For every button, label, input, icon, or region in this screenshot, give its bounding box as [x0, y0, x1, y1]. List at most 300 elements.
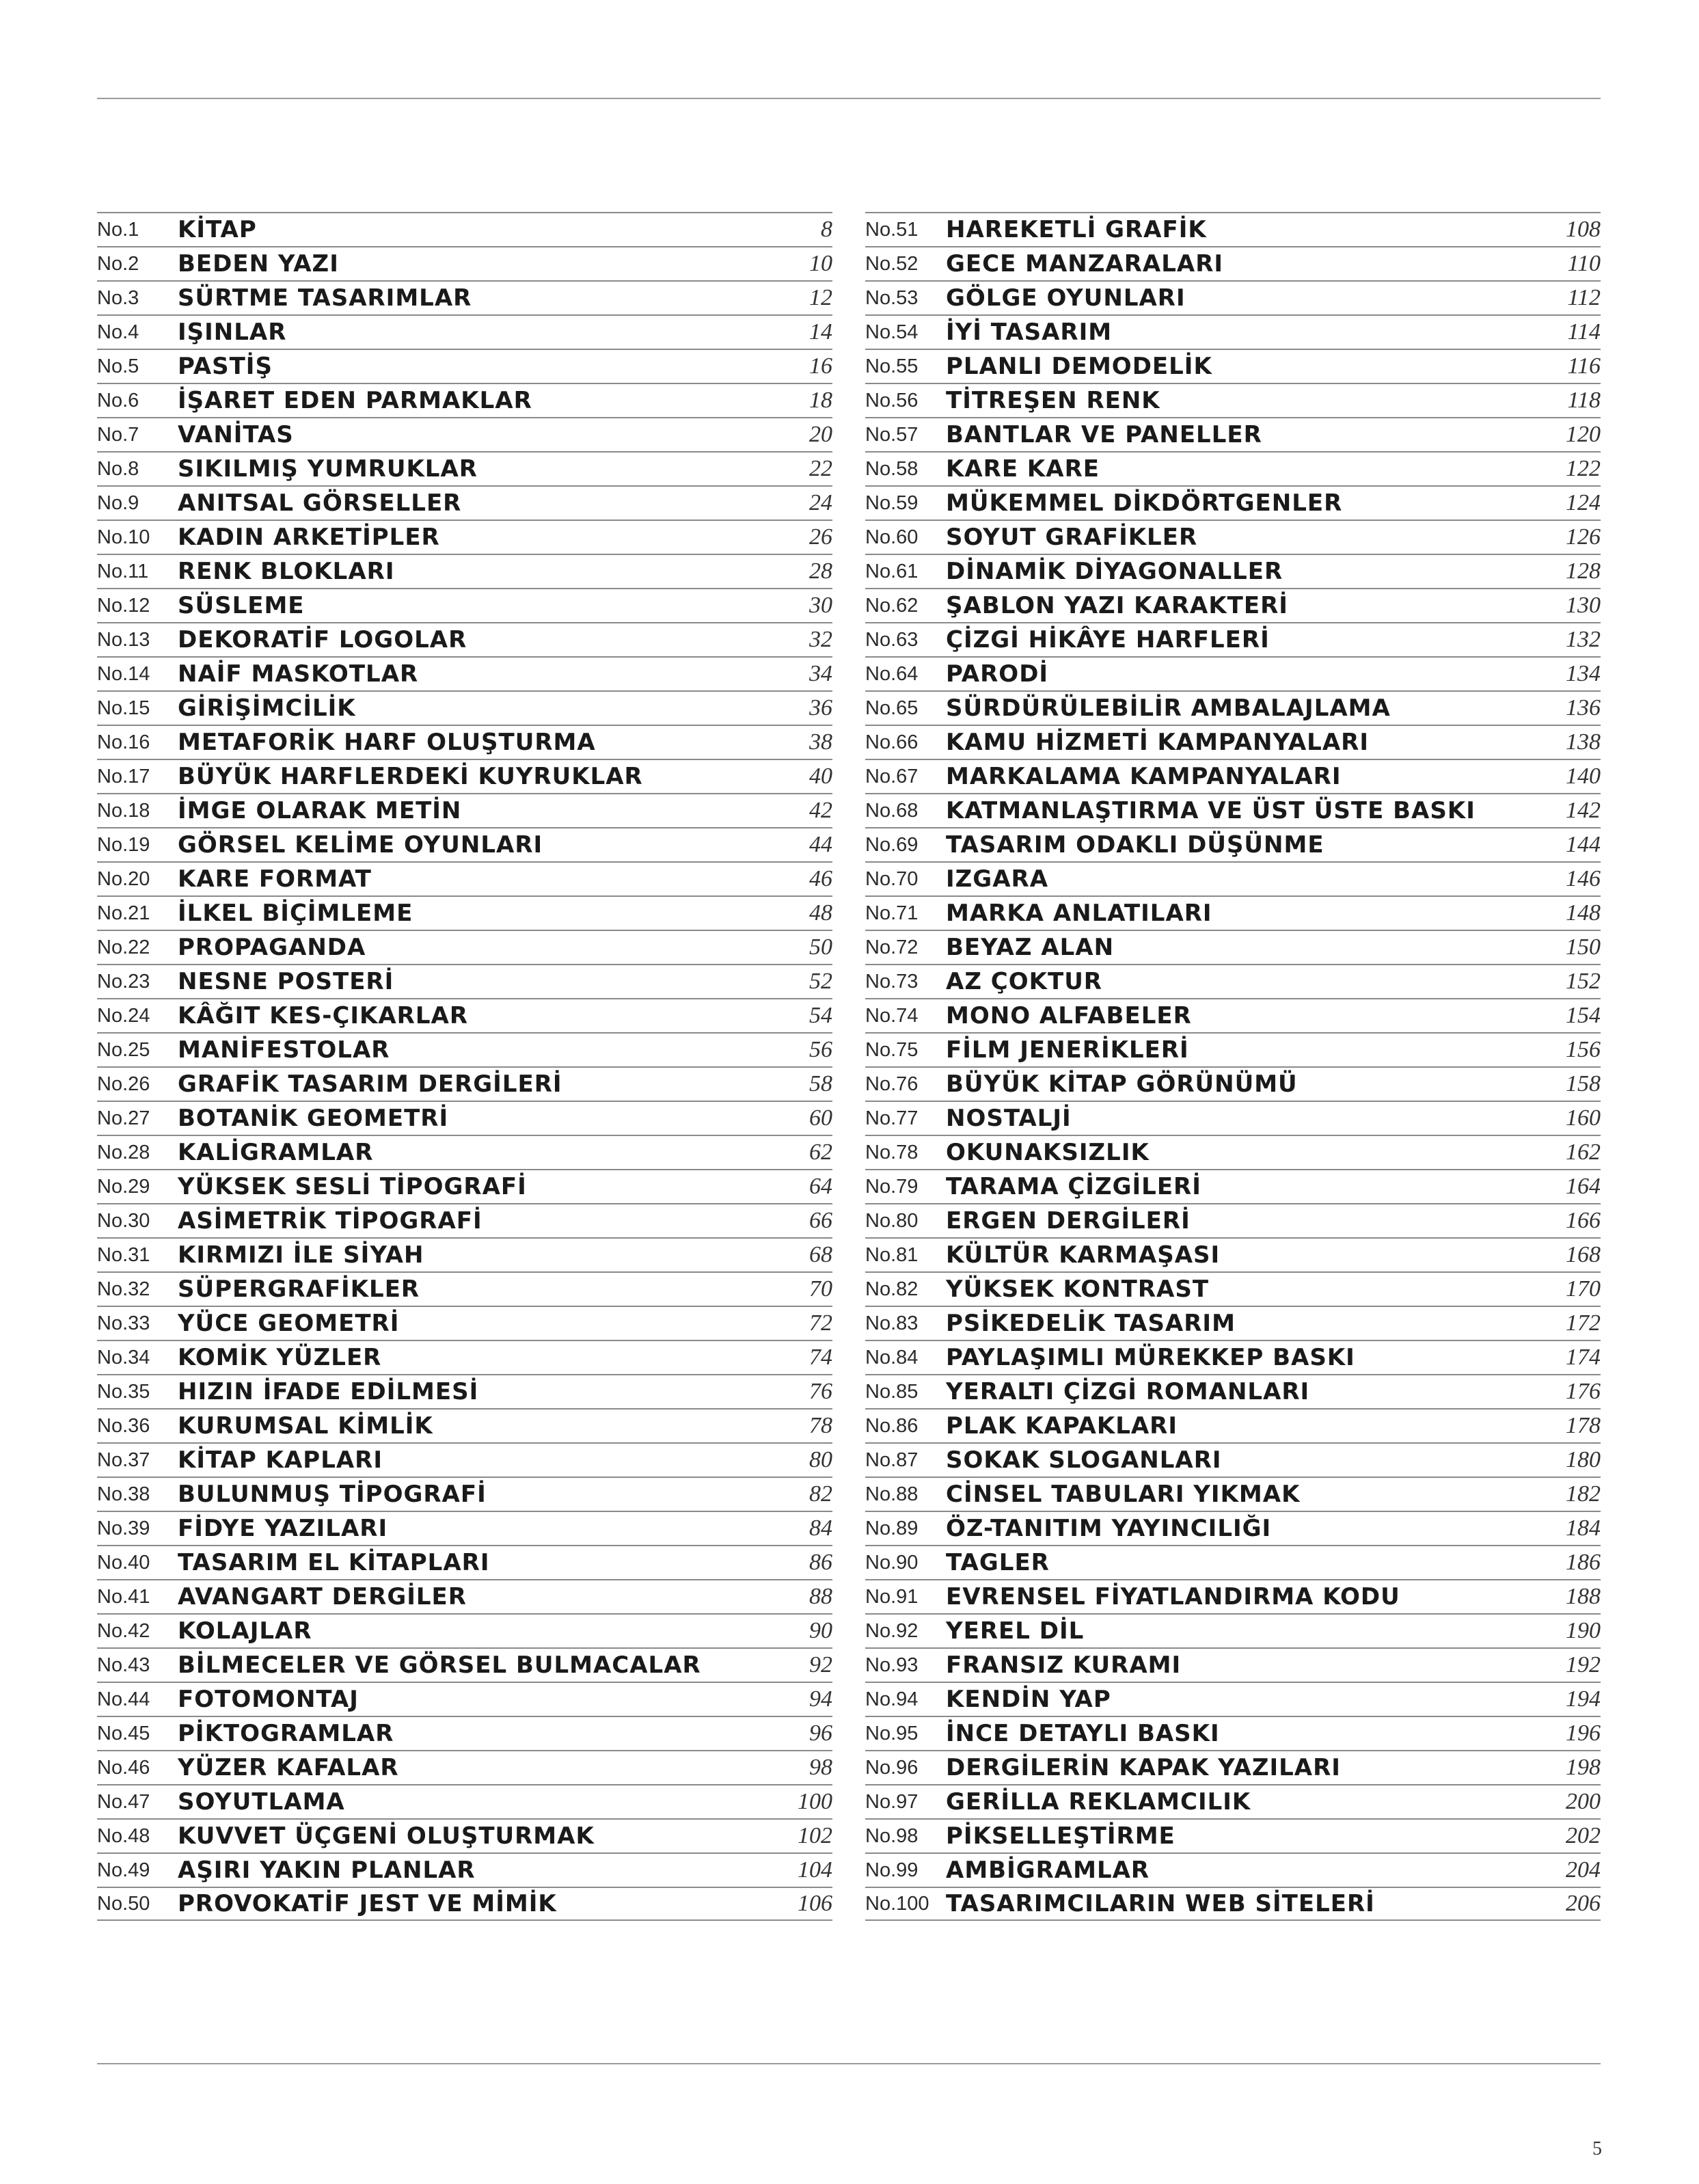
entry-page: 70 — [809, 1276, 832, 1302]
entry-page: 8 — [821, 217, 832, 242]
entry-page: 190 — [1566, 1618, 1601, 1643]
entry-number: No.89 — [865, 1517, 919, 1539]
entry-title: KAMU HİZMETİ KAMPANYALARI — [946, 729, 1369, 756]
entry-title: PİKSELLEŞTİRME — [946, 1822, 1175, 1850]
entry-title: ASİMETRİK TİPOGRAFİ — [178, 1207, 482, 1235]
entry-page: 32 — [809, 627, 832, 652]
entry-number: No.23 — [97, 970, 150, 993]
entry-number: No.46 — [97, 1756, 150, 1779]
toc-entry — [865, 1477, 1601, 1511]
entry-page: 186 — [1566, 1550, 1601, 1575]
entry-title: KARE KARE — [946, 455, 1100, 483]
entry-title: PROPAGANDA — [178, 934, 366, 961]
entry-number: No.47 — [97, 1790, 150, 1813]
entry-number: No.26 — [97, 1073, 150, 1095]
entry-title: AZ ÇOKTUR — [946, 968, 1102, 995]
entry-title: İLKEL BİÇİMLEME — [178, 900, 413, 927]
entry-title: GECE MANZARALARI — [946, 250, 1224, 278]
entry-page: 74 — [809, 1345, 832, 1370]
toc-entry — [865, 1271, 1601, 1306]
toc-entry — [865, 1750, 1601, 1784]
toc-entry — [97, 383, 832, 417]
top-rule — [97, 98, 1601, 99]
entry-number: No.38 — [97, 1483, 150, 1505]
entry-page: 136 — [1566, 695, 1601, 720]
entry-number: No.76 — [865, 1073, 919, 1095]
toc-entry — [97, 690, 832, 725]
entry-number: No.28 — [97, 1141, 150, 1163]
entry-page: 134 — [1566, 661, 1601, 686]
entry-page: 52 — [809, 969, 832, 994]
entry-number: No.51 — [865, 218, 919, 241]
entry-title: SOKAK SLOGANLARI — [946, 1446, 1222, 1474]
toc-entry — [97, 895, 832, 930]
entry-number: No.12 — [97, 594, 150, 617]
toc-entry — [865, 1374, 1601, 1408]
entry-page: 142 — [1566, 798, 1601, 823]
entry-number: No.77 — [865, 1107, 919, 1129]
toc-entry — [865, 998, 1601, 1032]
entry-title: SÜSLEME — [178, 592, 305, 619]
entry-page: 20 — [809, 422, 832, 447]
entry-page: 120 — [1566, 422, 1601, 447]
entry-page: 144 — [1566, 832, 1601, 857]
toc-entry — [865, 1340, 1601, 1374]
entry-number: No.36 — [97, 1414, 150, 1437]
toc-entry — [865, 793, 1601, 827]
entry-title: PAYLAŞIMLI MÜREKKEP BASKI — [946, 1344, 1355, 1371]
toc-entry — [97, 1613, 832, 1647]
entry-page: 162 — [1566, 1140, 1601, 1165]
entry-number: No.7 — [97, 423, 139, 446]
entry-page: 164 — [1566, 1174, 1601, 1199]
entry-number: No.29 — [97, 1175, 150, 1198]
entry-title: SÜRTME TASARIMLAR — [178, 284, 472, 312]
entry-number: No.91 — [865, 1585, 919, 1608]
entry-title: YÜCE GEOMETRİ — [178, 1310, 400, 1337]
entry-number: No.92 — [865, 1619, 919, 1642]
entry-number: No.31 — [97, 1243, 150, 1266]
toc-entry — [97, 793, 832, 827]
entry-title: İŞARET EDEN PARMAKLAR — [178, 387, 532, 414]
toc-entry — [865, 1032, 1601, 1066]
toc-entry — [97, 1750, 832, 1784]
toc-entry — [865, 1237, 1601, 1271]
entry-number: No.39 — [97, 1517, 150, 1539]
entry-number: No.44 — [97, 1688, 150, 1710]
toc-entry — [865, 1579, 1601, 1613]
toc-entry — [97, 417, 832, 451]
entry-number: No.75 — [865, 1038, 919, 1061]
entry-page: 184 — [1566, 1515, 1601, 1541]
entry-page: 182 — [1566, 1481, 1601, 1507]
entry-page: 54 — [809, 1003, 832, 1028]
toc-entry — [97, 1374, 832, 1408]
entry-title: BOTANİK GEOMETRİ — [178, 1105, 449, 1132]
entry-number: No.66 — [865, 731, 919, 753]
entry-page: 16 — [809, 353, 832, 379]
entry-number: No.52 — [865, 252, 919, 275]
entry-title: TİTREŞEN RENK — [946, 387, 1160, 414]
entry-page: 108 — [1566, 217, 1601, 242]
entry-number: No.81 — [865, 1243, 919, 1266]
entry-title: BÜYÜK HARFLERDEKİ KUYRUKLAR — [178, 763, 643, 790]
entry-title: HAREKETLİ GRAFİK — [946, 216, 1207, 243]
entry-title: KÂĞIT KES-ÇIKARLAR — [178, 1002, 469, 1029]
toc-entry — [97, 212, 832, 246]
entry-title: TASARIM ODAKLI DÜŞÜNME — [946, 831, 1324, 859]
entry-title: PARODİ — [946, 660, 1049, 688]
entry-title: KENDİN YAP — [946, 1686, 1111, 1713]
toc-entry — [865, 314, 1601, 349]
entry-page: 82 — [809, 1481, 832, 1507]
toc-entry — [97, 1169, 832, 1203]
toc-entry — [97, 246, 832, 280]
toc-entry — [865, 1408, 1601, 1442]
toc-entry — [97, 485, 832, 520]
entry-number: No.14 — [97, 662, 150, 685]
entry-page: 124 — [1566, 490, 1601, 515]
entry-page: 168 — [1566, 1242, 1601, 1267]
toc-entry — [865, 1135, 1601, 1169]
toc-entry — [97, 349, 832, 383]
entry-title: BEDEN YAZI — [178, 250, 339, 278]
entry-page: 138 — [1566, 729, 1601, 755]
entry-number: No.95 — [865, 1722, 919, 1744]
toc-entry — [97, 1237, 832, 1271]
entry-number: No.96 — [865, 1756, 919, 1779]
entry-title: PLANLI DEMODELİK — [946, 353, 1212, 380]
entry-page: 84 — [809, 1515, 832, 1541]
entry-page: 200 — [1566, 1789, 1601, 1814]
toc-entry — [97, 1306, 832, 1340]
entry-number: No.59 — [865, 491, 919, 514]
entry-page: 100 — [798, 1789, 832, 1814]
toc-entry — [97, 314, 832, 349]
entry-title: AVANGART DERGİLER — [178, 1583, 467, 1610]
entry-page: 170 — [1566, 1276, 1601, 1302]
entry-title: PROVOKATİF JEST VE MİMİK — [178, 1890, 557, 1917]
entry-page: 62 — [809, 1140, 832, 1165]
toc-entry — [865, 1306, 1601, 1340]
entry-number: No.88 — [865, 1483, 919, 1505]
entry-page: 48 — [809, 900, 832, 926]
entry-title: GİRİŞİMCİLİK — [178, 695, 356, 722]
entry-title: BİLMECELER VE GÖRSEL BULMACALAR — [178, 1652, 701, 1679]
entry-title: PLAK KAPAKLARI — [946, 1412, 1178, 1440]
entry-number: No.4 — [97, 321, 139, 343]
entry-page: 114 — [1567, 319, 1601, 345]
entry-title: EVRENSEL FİYATLANDIRMA KODU — [946, 1583, 1400, 1610]
entry-number: No.6 — [97, 389, 139, 412]
toc-entry — [97, 622, 832, 656]
entry-page: 188 — [1566, 1584, 1601, 1609]
entry-title: KİTAP KAPLARI — [178, 1446, 383, 1474]
entry-number: No.98 — [865, 1824, 919, 1847]
entry-page: 12 — [809, 285, 832, 310]
entry-number: No.10 — [97, 526, 150, 548]
entry-number: No.13 — [97, 628, 150, 651]
toc-entry — [97, 554, 832, 588]
toc-entry — [97, 964, 832, 998]
entry-number: No.99 — [865, 1859, 919, 1881]
toc-entry — [97, 1032, 832, 1066]
entry-page: 96 — [809, 1721, 832, 1746]
entry-title: DİNAMİK DİYAGONALLER — [946, 558, 1283, 585]
entry-page: 26 — [809, 524, 832, 550]
entry-number: No.90 — [865, 1551, 919, 1574]
entry-number: No.82 — [865, 1278, 919, 1300]
entry-title: GRAFİK TASARIM DERGİLERİ — [178, 1070, 562, 1098]
entry-page: 94 — [809, 1686, 832, 1712]
entry-number: No.50 — [97, 1892, 150, 1915]
entry-page: 60 — [809, 1105, 832, 1131]
entry-title: İNCE DETAYLI BASKI — [946, 1720, 1220, 1747]
entry-title: HIZIN İFADE EDİLMESİ — [178, 1378, 479, 1405]
entry-number: No.27 — [97, 1107, 150, 1129]
entry-page: 104 — [798, 1857, 832, 1883]
entry-page: 80 — [809, 1447, 832, 1472]
toc-entry — [97, 1716, 832, 1750]
entry-title: MONO ALFABELER — [946, 1002, 1192, 1029]
entry-page: 98 — [809, 1755, 832, 1780]
toc-entry — [97, 1101, 832, 1135]
entry-page: 172 — [1566, 1310, 1601, 1336]
entry-page: 110 — [1567, 251, 1601, 276]
entry-number: No.43 — [97, 1654, 150, 1676]
entry-page: 112 — [1567, 285, 1601, 310]
entry-title: FOTOMONTAJ — [178, 1686, 359, 1713]
entry-number: No.8 — [97, 457, 139, 480]
entry-number: No.22 — [97, 936, 150, 958]
entry-page: 150 — [1566, 934, 1601, 960]
entry-number: No.72 — [865, 936, 919, 958]
toc-entry — [865, 1852, 1601, 1887]
entry-page: 64 — [809, 1174, 832, 1199]
toc-entry — [97, 1442, 832, 1477]
entry-number: No.40 — [97, 1551, 150, 1574]
toc-entry — [97, 1408, 832, 1442]
entry-page: 122 — [1566, 456, 1601, 481]
entry-number: No.94 — [865, 1688, 919, 1710]
entry-title: YÜKSEK SESLİ TİPOGRAFİ — [178, 1173, 527, 1200]
toc-column-right — [865, 212, 1601, 1921]
entry-page: 194 — [1566, 1686, 1601, 1712]
toc-entry — [97, 280, 832, 314]
toc-entry — [97, 1784, 832, 1818]
entry-title: GÖLGE OYUNLARI — [946, 284, 1186, 312]
entry-number: No.2 — [97, 252, 139, 275]
entry-page: 72 — [809, 1310, 832, 1336]
entry-number: No.32 — [97, 1278, 150, 1300]
toc-entry — [97, 1066, 832, 1101]
entry-title: VANİTAS — [178, 421, 294, 448]
entry-title: PSİKEDELİK TASARIM — [946, 1310, 1236, 1337]
entry-title: PASTİŞ — [178, 353, 273, 380]
entry-page: 18 — [809, 388, 832, 413]
entry-page: 146 — [1566, 866, 1601, 891]
toc-entry — [865, 451, 1601, 485]
toc-entry — [865, 759, 1601, 793]
entry-title: KALİGRAMLAR — [178, 1139, 374, 1166]
toc-entry — [97, 1545, 832, 1579]
toc-entry — [865, 1716, 1601, 1750]
entry-number: No.17 — [97, 765, 150, 787]
entry-page: 128 — [1566, 558, 1601, 584]
entry-number: No.84 — [865, 1346, 919, 1369]
toc-entry — [865, 520, 1601, 554]
entry-title: AŞIRI YAKIN PLANLAR — [178, 1857, 476, 1884]
entry-title: ERGEN DERGİLERİ — [946, 1207, 1191, 1235]
entry-number: No.60 — [865, 526, 919, 548]
entry-number: No.58 — [865, 457, 919, 480]
entry-page: 154 — [1566, 1003, 1601, 1028]
entry-title: MÜKEMMEL DİKDÖRTGENLER — [946, 489, 1343, 517]
entry-page: 90 — [809, 1618, 832, 1643]
entry-number: No.18 — [97, 799, 150, 822]
entry-page: 176 — [1566, 1379, 1601, 1404]
entry-number: No.19 — [97, 833, 150, 856]
entry-number: No.80 — [865, 1209, 919, 1232]
entry-title: BÜYÜK KİTAP GÖRÜNÜMÜ — [946, 1070, 1298, 1098]
entry-title: İYİ TASARIM — [946, 319, 1113, 346]
entry-number: No.34 — [97, 1346, 150, 1369]
toc-entry — [865, 1887, 1601, 1921]
entry-title: YÜZER KAFALAR — [178, 1754, 399, 1781]
entry-page: 148 — [1566, 900, 1601, 926]
entry-page: 204 — [1566, 1857, 1601, 1883]
entry-page: 126 — [1566, 524, 1601, 550]
entry-title: KOMİK YÜZLER — [178, 1344, 382, 1371]
entry-title: BULUNMUŞ TİPOGRAFİ — [178, 1481, 487, 1508]
entry-title: KUVVET ÜÇGENİ OLUŞTURMAK — [178, 1822, 595, 1850]
entry-title: ÖZ-TANITIM YAYINCILIĞI — [946, 1515, 1272, 1542]
entry-page: 102 — [798, 1823, 832, 1848]
entry-title: MANİFESTOLAR — [178, 1036, 390, 1064]
entry-title: PİKTOGRAMLAR — [178, 1720, 394, 1747]
entry-number: No.65 — [865, 697, 919, 719]
entry-number: No.9 — [97, 491, 139, 514]
entry-page: 152 — [1566, 969, 1601, 994]
entry-page: 66 — [809, 1208, 832, 1233]
entry-number: No.53 — [865, 286, 919, 309]
entry-title: ŞABLON YAZI KARAKTERİ — [946, 592, 1288, 619]
toc-entry — [97, 1511, 832, 1545]
entry-title: DEKORATİF LOGOLAR — [178, 626, 467, 653]
toc-entry — [865, 554, 1601, 588]
toc-entry — [97, 656, 832, 690]
entry-title: BEYAZ ALAN — [946, 934, 1115, 961]
toc-entry — [865, 690, 1601, 725]
entry-title: CİNSEL TABULARI YIKMAK — [946, 1481, 1301, 1508]
entry-title: KOLAJLAR — [178, 1617, 312, 1645]
entry-title: ANITSAL GÖRSELLER — [178, 489, 462, 517]
toc-entry — [97, 451, 832, 485]
toc-entry — [97, 930, 832, 964]
toc-entry — [97, 1818, 832, 1852]
entry-title: İMGE OLARAK METİN — [178, 797, 462, 824]
toc-entry — [865, 930, 1601, 964]
entry-page: 156 — [1566, 1037, 1601, 1062]
toc-entry — [865, 1613, 1601, 1647]
entry-title: ÇİZGİ HİKÂYE HARFLERİ — [946, 626, 1270, 653]
entry-page: 198 — [1566, 1755, 1601, 1780]
toc-entry — [865, 964, 1601, 998]
entry-title: KİTAP — [178, 216, 257, 243]
entry-title: SÜRDÜRÜLEBİLİR AMBALAJLAMA — [946, 695, 1391, 722]
toc-entry — [97, 1135, 832, 1169]
entry-page: 10 — [809, 251, 832, 276]
entry-number: No.33 — [97, 1312, 150, 1334]
entry-number: No.15 — [97, 697, 150, 719]
entry-number: No.25 — [97, 1038, 150, 1061]
entry-page: 46 — [809, 866, 832, 891]
entry-number: No.86 — [865, 1414, 919, 1437]
entry-number: No.45 — [97, 1722, 150, 1744]
entry-title: GERİLLA REKLAMCILIK — [946, 1788, 1251, 1816]
entry-number: No.64 — [865, 662, 919, 685]
entry-number: No.56 — [865, 389, 919, 412]
entry-number: No.71 — [865, 902, 919, 924]
toc-entry — [865, 1818, 1601, 1852]
entry-page: 130 — [1566, 593, 1601, 618]
entry-title: NESNE POSTERİ — [178, 968, 394, 995]
entry-page: 86 — [809, 1550, 832, 1575]
entry-number: No.30 — [97, 1209, 150, 1232]
toc-entry — [97, 520, 832, 554]
entry-page: 76 — [809, 1379, 832, 1404]
toc-entry — [97, 588, 832, 622]
entry-page: 132 — [1566, 627, 1601, 652]
entry-number: No.35 — [97, 1380, 150, 1403]
entry-number: No.41 — [97, 1585, 150, 1608]
entry-page: 14 — [809, 319, 832, 345]
toc-entry — [865, 861, 1601, 895]
toc-entry — [865, 1511, 1601, 1545]
entry-title: TASARIM EL KİTAPLARI — [178, 1549, 490, 1576]
entry-title: IZGARA — [946, 865, 1049, 893]
entry-title: SOYUTLAMA — [178, 1788, 345, 1816]
entry-title: NOSTALJİ — [946, 1105, 1072, 1132]
toc-entry — [97, 1203, 832, 1237]
toc-entry — [865, 1169, 1601, 1203]
entry-page: 118 — [1567, 388, 1601, 413]
toc-entry — [865, 280, 1601, 314]
entry-number: No.62 — [865, 594, 919, 617]
toc-entry — [865, 246, 1601, 280]
bottom-rule — [97, 2063, 1601, 2064]
toc-entry — [865, 588, 1601, 622]
entry-number: No.79 — [865, 1175, 919, 1198]
entry-number: No.74 — [865, 1004, 919, 1027]
entry-number: No.85 — [865, 1380, 919, 1403]
toc-entry — [865, 895, 1601, 930]
entry-title: FİDYE YAZILARI — [178, 1515, 388, 1542]
entry-page: 68 — [809, 1242, 832, 1267]
entry-title: FİLM JENERİKLERİ — [946, 1036, 1189, 1064]
entry-number: No.24 — [97, 1004, 150, 1027]
entry-page: 202 — [1566, 1823, 1601, 1848]
entry-title: TARAMA ÇİZGİLERİ — [946, 1173, 1201, 1200]
entry-page: 174 — [1566, 1345, 1601, 1370]
entry-title: KATMANLAŞTIRMA VE ÜST ÜSTE BASKI — [946, 797, 1476, 824]
entry-title: OKUNAKSIZLIK — [946, 1139, 1150, 1166]
entry-number: No.11 — [97, 560, 149, 582]
entry-number: No.83 — [865, 1312, 919, 1334]
entry-page: 34 — [809, 661, 832, 686]
entry-page: 24 — [809, 490, 832, 515]
entry-number: No.49 — [97, 1859, 150, 1881]
